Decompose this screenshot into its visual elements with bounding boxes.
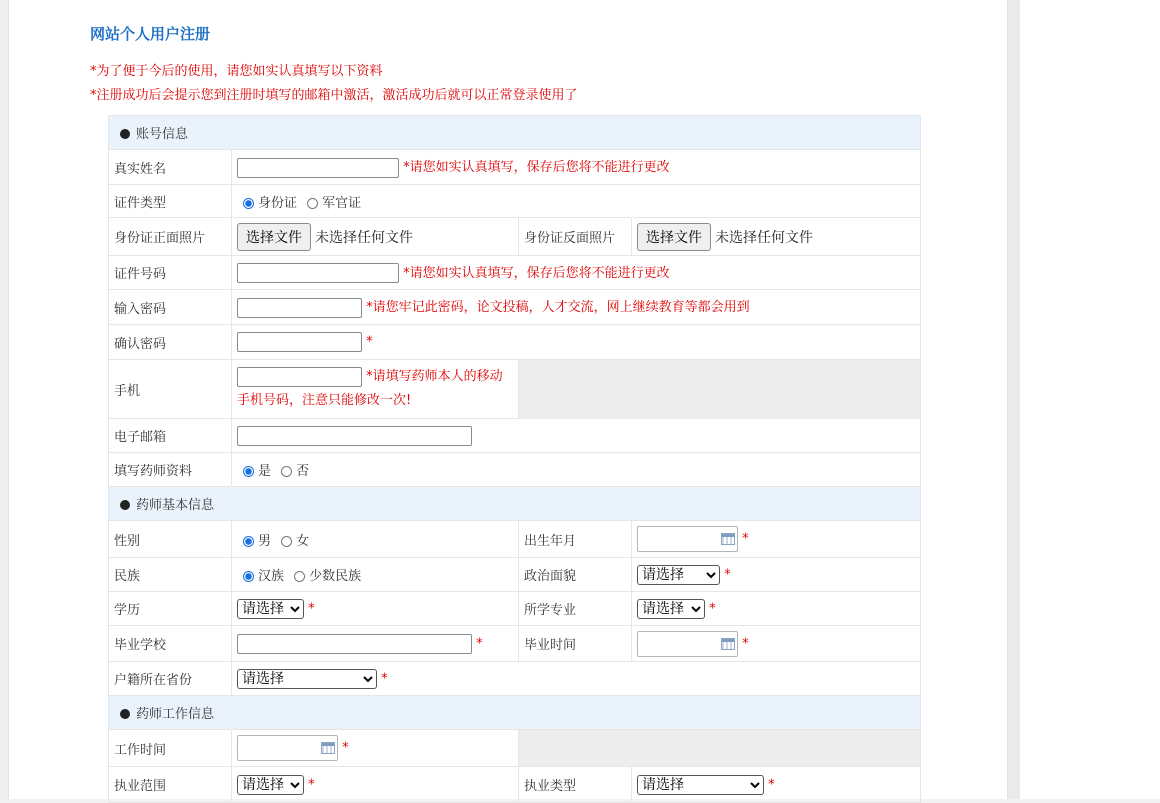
intro-note-1: *为了便于今后的使用，请您如实认真填写以下资料	[90, 64, 383, 79]
calendar-icon[interactable]	[321, 742, 335, 754]
password-hint: *请您牢记此密码，论文投稿，人才交流，网上继续教育等都会用到	[366, 300, 750, 316]
left-gutter	[0, 0, 8, 799]
row-password	[109, 290, 921, 325]
bullet-icon	[120, 500, 130, 510]
label-id-back: 身份证反面照片	[519, 218, 632, 256]
radio-officer-card[interactable]	[307, 198, 318, 209]
label-grad-time: 毕业时间	[519, 626, 632, 662]
row-education-major	[109, 592, 921, 626]
row-confirm-password	[109, 325, 921, 360]
education-select[interactable]	[237, 599, 304, 619]
label-province: 户籍所在省份	[109, 662, 232, 696]
intro-note-2: *注册成功后会提示您到注册时填写的邮箱中激活，激活成功后就可以正常登录使用了	[90, 88, 578, 103]
required-mark: *	[308, 777, 315, 792]
school-input[interactable]	[237, 634, 472, 654]
birth-date-input[interactable]	[637, 526, 738, 552]
page-title: 网站个人用户注册	[90, 25, 211, 43]
row-school-gradtime	[109, 626, 921, 662]
id-front-file-button[interactable]: 选择文件	[237, 223, 311, 251]
section-title: 账号信息	[136, 127, 189, 142]
label-ethnicity: 民族	[109, 558, 232, 592]
calendar-icon[interactable]	[721, 533, 735, 545]
section-header-account	[109, 116, 921, 150]
practice-scope-select[interactable]	[237, 775, 304, 795]
required-mark: *	[742, 636, 749, 651]
email-input[interactable]	[237, 426, 472, 446]
section-title: 药师工作信息	[136, 707, 215, 722]
required-mark: *	[366, 334, 373, 350]
row-province	[109, 662, 921, 696]
label-work-time: 工作时间	[109, 730, 232, 767]
row-gender-birth	[109, 521, 921, 558]
section-header-work	[109, 696, 921, 730]
id-number-hint: *请您如实认真填写，保存后您将不能进行更改	[403, 265, 670, 281]
label-confirm-password: 确认密码	[109, 325, 232, 360]
radio-label: 汉族	[258, 569, 285, 584]
radio-label: 军官证	[322, 195, 362, 211]
row-email	[109, 419, 921, 453]
label-gender: 性别	[109, 521, 232, 558]
required-mark: *	[381, 671, 388, 686]
province-select[interactable]	[237, 669, 377, 689]
required-mark: *	[768, 777, 775, 792]
label-fill-pharmacist: 填写药师资料	[109, 453, 232, 487]
label-id-type: 证件类型	[109, 185, 232, 218]
grad-date-input[interactable]	[637, 631, 738, 657]
label-school: 毕业学校	[109, 626, 232, 662]
real-name-hint: *请您如实认真填写，保存后您将不能进行更改	[403, 160, 670, 176]
label-education: 学历	[109, 592, 232, 626]
mobile-hint: *请填写药师本人的移动手机号码，注意只能修改一次!	[237, 369, 503, 408]
label-practice-type: 执业类型	[519, 767, 632, 803]
radio-label: 女	[296, 533, 310, 549]
required-mark: *	[308, 601, 315, 616]
row-id-number	[109, 256, 921, 290]
major-select[interactable]	[637, 599, 705, 619]
label-real-name: 真实姓名	[109, 150, 232, 185]
id-back-file-status: 未选择任何文件	[715, 229, 813, 246]
empty-cell	[519, 360, 921, 419]
bullet-icon	[120, 129, 130, 139]
required-mark: *	[724, 567, 731, 582]
row-mobile	[109, 360, 921, 419]
row-id-type	[109, 185, 921, 218]
bullet-icon	[120, 709, 130, 719]
right-blank-area	[1020, 0, 1160, 799]
section-title: 药师基本信息	[136, 498, 215, 513]
row-id-photos	[109, 218, 921, 256]
label-email: 电子邮箱	[109, 419, 232, 453]
row-ethnicity-political	[109, 558, 921, 592]
label-id-number: 证件号码	[109, 256, 232, 290]
label-password: 输入密码	[109, 290, 232, 325]
label-mobile: 手机	[109, 360, 232, 419]
calendar-icon[interactable]	[721, 638, 735, 650]
radio-male[interactable]	[243, 536, 254, 547]
radio-minority[interactable]	[294, 571, 305, 582]
label-major: 所学专业	[519, 592, 632, 626]
empty-cell	[519, 730, 921, 767]
confirm-password-input[interactable]	[237, 332, 362, 352]
label-birth: 出生年月	[519, 521, 632, 558]
required-mark: *	[709, 601, 716, 616]
required-mark: *	[476, 636, 483, 651]
radio-label: 少数民族	[309, 569, 362, 584]
id-front-file-status: 未选择任何文件	[315, 229, 413, 246]
radio-label: 男	[258, 533, 272, 549]
political-select[interactable]	[637, 565, 720, 585]
row-fill-pharmacist	[109, 453, 921, 487]
registration-form-table	[108, 115, 921, 803]
label-practice-scope: 执业范围	[109, 767, 232, 803]
id-back-file-button[interactable]: 选择文件	[637, 223, 711, 251]
scrollbar-track[interactable]	[1008, 0, 1020, 799]
radio-han[interactable]	[243, 571, 254, 582]
radio-label: 身份证	[258, 195, 298, 211]
radio-no[interactable]	[281, 466, 292, 477]
work-date-input[interactable]	[237, 735, 338, 761]
required-mark: *	[342, 740, 349, 756]
row-real-name	[109, 150, 921, 185]
mobile-input[interactable]	[237, 367, 362, 387]
label-political: 政治面貌	[519, 558, 632, 592]
required-mark: *	[742, 531, 749, 547]
radio-female[interactable]	[281, 536, 292, 547]
row-work-time	[109, 730, 921, 767]
id-number-input[interactable]	[237, 263, 399, 283]
radio-id-card[interactable]	[243, 198, 254, 209]
password-input[interactable]	[237, 298, 362, 318]
radio-label: 是	[258, 464, 272, 479]
row-practice	[109, 767, 921, 803]
label-id-front: 身份证正面照片	[109, 218, 232, 256]
section-header-basic	[109, 487, 921, 521]
radio-yes[interactable]	[243, 466, 254, 477]
real-name-input[interactable]	[237, 158, 399, 178]
practice-type-select[interactable]	[637, 775, 764, 795]
radio-label: 否	[296, 464, 310, 479]
